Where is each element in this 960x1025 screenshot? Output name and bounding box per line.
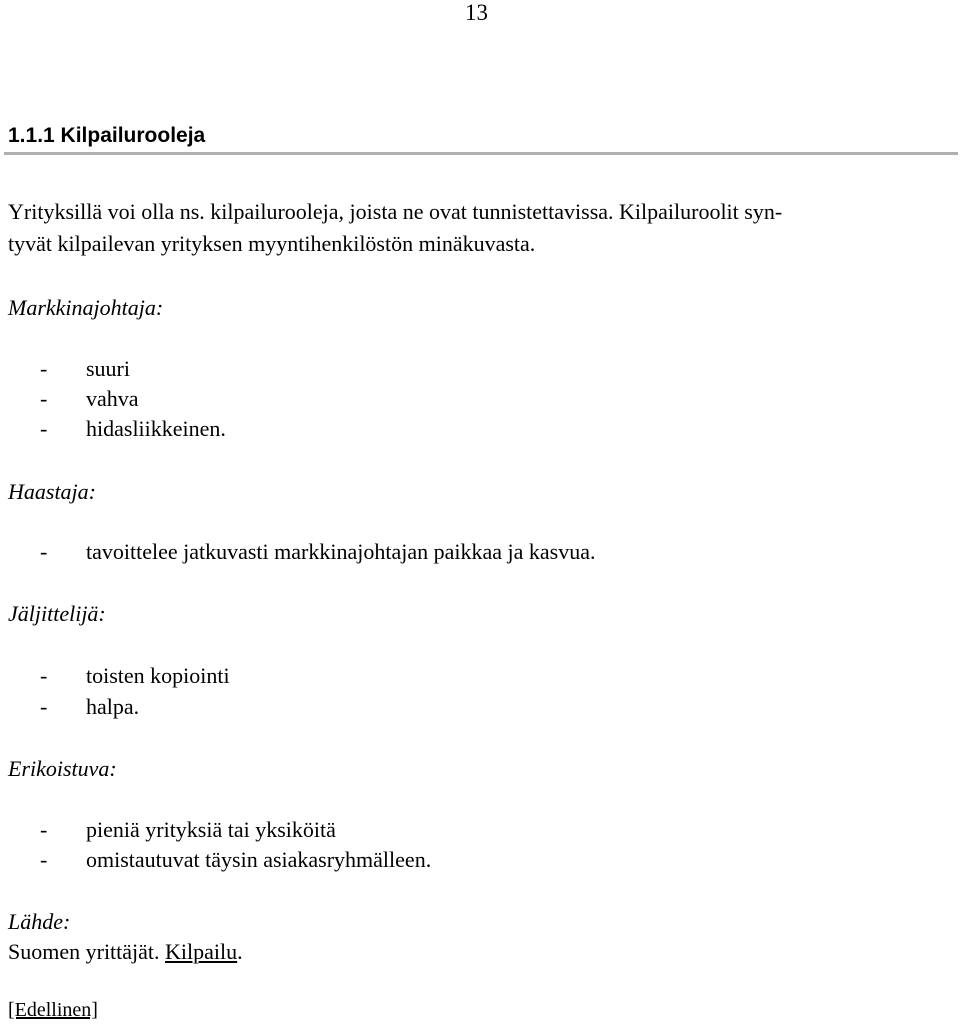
- list-item-text: halpa.: [86, 694, 140, 719]
- source-citation: [8, 937, 243, 967]
- bullet-dash: -: [40, 539, 48, 564]
- list-item: [40, 537, 595, 567]
- role-title-erikoistuva: Erikoistuva:: [8, 756, 117, 781]
- list-item: [40, 384, 139, 414]
- role-title-haastaja: Haastaja:: [8, 479, 96, 504]
- list-item: [40, 414, 226, 444]
- source-link-kilpailu[interactable]: Kilpailu: [165, 939, 238, 964]
- bullet-dash: -: [40, 356, 48, 381]
- bullet-dash: -: [40, 694, 48, 719]
- role-title-markkinajohtaja: Markkinajohtaja:: [8, 295, 164, 320]
- list-item-text: vahva: [86, 386, 139, 411]
- bullet-dash: -: [40, 663, 48, 688]
- heading-underline: [4, 152, 958, 155]
- intro-line-2: tyvät kilpailevan yrityksen myyntihenkilöstön minäkuvasta.: [8, 231, 536, 256]
- source-text: Suomen yrittäjät.: [8, 939, 166, 964]
- list-item-text: omistautuvat täysin asiakasryhmälleen.: [86, 847, 432, 872]
- list-item: [40, 354, 130, 384]
- list-item-text: tavoittelee jatkuvasti markkinajohtajan paikkaa ja kasvua.: [86, 539, 596, 564]
- bullet-dash: -: [40, 847, 48, 872]
- bullet-dash: -: [40, 386, 48, 411]
- list-item: [40, 845, 431, 875]
- source-text-end: .: [237, 939, 243, 964]
- role-title-jaljittelija: Jäljittelijä:: [8, 601, 106, 626]
- list-item-text: hidasliikkeinen.: [86, 416, 226, 441]
- list-item-text: suuri: [86, 356, 130, 381]
- previous-page-link[interactable]: [Edellinen]: [8, 999, 98, 1021]
- list-item: [40, 692, 139, 722]
- list-item: [40, 815, 336, 845]
- intro-line-1: Yrityksillä voi olla ns. kilpailurooleja, joista ne ovat tunnistettavissa. Kilpailuroolit syn-: [8, 199, 783, 224]
- bullet-dash: -: [40, 817, 48, 842]
- source-label: Lähde:: [8, 909, 71, 934]
- list-item-text: pieniä yrityksiä tai yksiköitä: [86, 817, 336, 842]
- section-heading: 1.1.1 Kilpailurooleja: [8, 124, 206, 147]
- list-item: [40, 661, 230, 691]
- page-number: 13: [465, 0, 488, 25]
- list-item-text: toisten kopiointi: [86, 663, 230, 688]
- bullet-dash: -: [40, 416, 48, 441]
